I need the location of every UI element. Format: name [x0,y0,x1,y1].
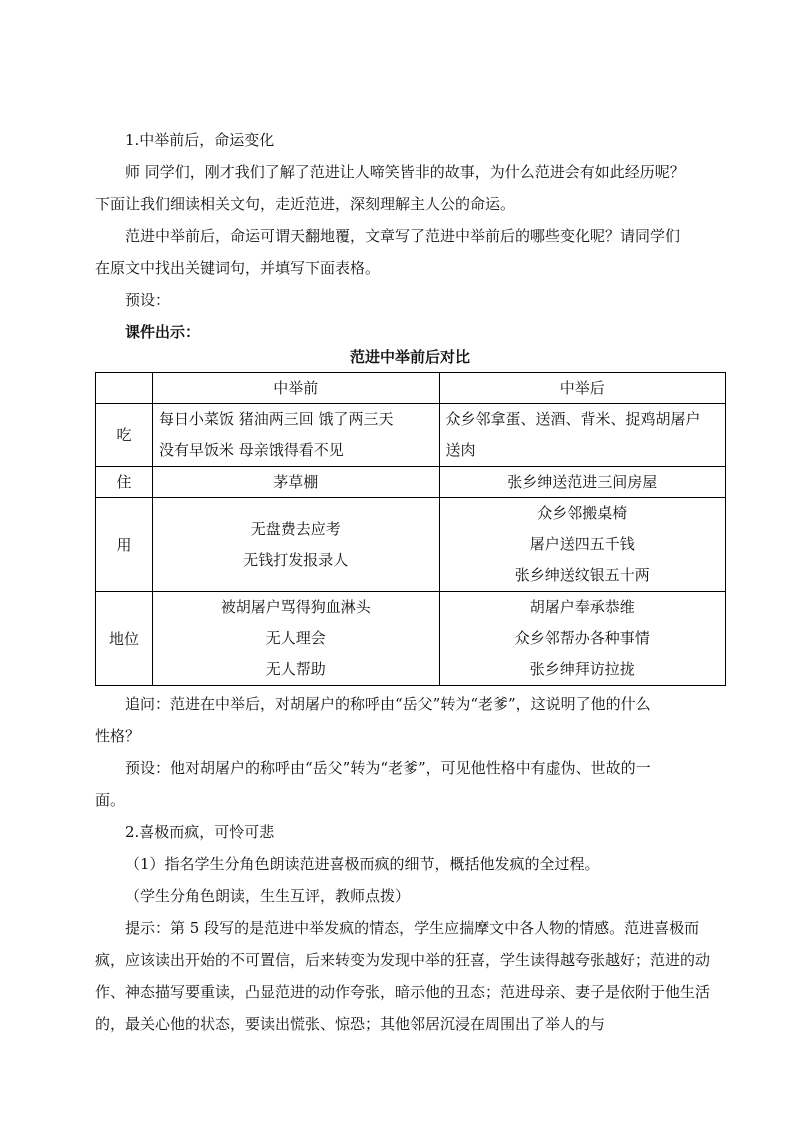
cell-line: 众乡邻拿蛋、送酒、背米、捉鸡胡屠户 [445,410,701,428]
comparison-table [95,372,726,686]
cell-before [153,404,440,467]
courseware-label: 课件出示： [125,323,201,341]
question-line2: 性格？ [95,727,141,745]
row-label: 住 [96,467,153,498]
cell-before [153,498,440,592]
cell-after: 张乡绅送范进三间房屋 [439,467,726,498]
cell-line: 众乡邻搬桌椅 [537,504,628,522]
answer-line2: 面。 [95,791,126,809]
cell-before [153,592,440,686]
row-label: 地位 [96,592,153,686]
row-label: 吃 [96,404,153,467]
cell-line: 无人帮助 [265,660,326,678]
preset-label: 预设： [125,291,171,309]
table-row [96,592,726,686]
answer-line1: 预设：他对胡屠户的称呼由“岳父”转为“老爹”，可见他性格中有虚伪、世故的一 [125,759,651,777]
header-empty [96,373,153,404]
cell-line: 无钱打发报录人 [243,550,349,569]
cell-after [439,498,726,592]
table-row [96,467,726,498]
para1-line1: 师 同学们，刚才我们了解了范进让人啼笑皆非的故事，为什么范进会有如此经历呢？ [125,163,685,181]
para1-line2: 下面让我们细读相关文句，走近范进，深刻理解主人公的命运。 [95,195,516,213]
section1-heading: 1.中举前后，命运变化 [125,131,275,149]
cell-line: 张乡绅送纹银五十两 [514,566,650,584]
cell-line: 无人理会 [265,629,326,647]
table-header-row [96,373,726,404]
cell-line: 没有早饭米 母亲饿得看不见 [159,441,344,459]
section2-item1: （1）指名学生分角色朗读范进喜极而疯的细节，概括他发疯的全过程。 [125,855,600,873]
table-row [96,404,726,467]
header-before: 中举前 [153,373,440,404]
cell-line: 送肉 [445,441,476,459]
cell-line: 无盘费去应考 [250,519,341,538]
cell-before: 茅草棚 [153,467,440,498]
cell-line: 张乡绅拜访拉拢 [529,660,635,678]
cell-after [439,404,726,467]
section2-hint: 提示：第 5 段写的是范进中举发疯的情态，学生应揣摩文中各人物的情感。范进喜极而疯，应该读出开始的不可置信，后来转变为发现中举的狂喜，学生读得越夸张越好；范进的动作、神态描写要重读，凸显范进的动作夸张，暗示他的丑态；范进母亲、妻子是依附于他生活的，最关心他的状态，要读出慌张、惊恐；其他邻居沉浸在周围出了举人的与 [95,919,711,1033]
cell-line: 被胡屠户骂得狗血淋头 [220,598,371,616]
cell-line: 胡屠户奉承恭维 [529,598,635,616]
question-line1: 追问：范进在中举后，对胡屠户的称呼由“岳父”转为“老爹”，这说明了他的什么 [125,695,651,713]
cell-line: 众乡邻帮办各种事情 [514,629,650,647]
table-row [96,498,726,592]
section2-heading: 2.喜极而疯，可怜可悲 [125,823,275,841]
para2-line1: 范进中举前后，命运可谓天翻地覆，文章写了范进中举前后的哪些变化呢？请同学们 [125,227,681,245]
row-label: 用 [96,498,153,592]
cell-line: 每日小菜饭 猪油两三回 饿了两三天 [159,410,394,428]
para2-line2: 在原文中找出关键词句，并填写下面表格。 [95,259,381,277]
table-title: 范进中举前后对比 [349,348,470,366]
cell-line: 屠户送四五千钱 [529,535,635,553]
section2-note: （学生分角色朗读，生生互评，教师点拨） [125,887,411,905]
header-after: 中举后 [439,373,726,404]
cell-after [439,592,726,686]
